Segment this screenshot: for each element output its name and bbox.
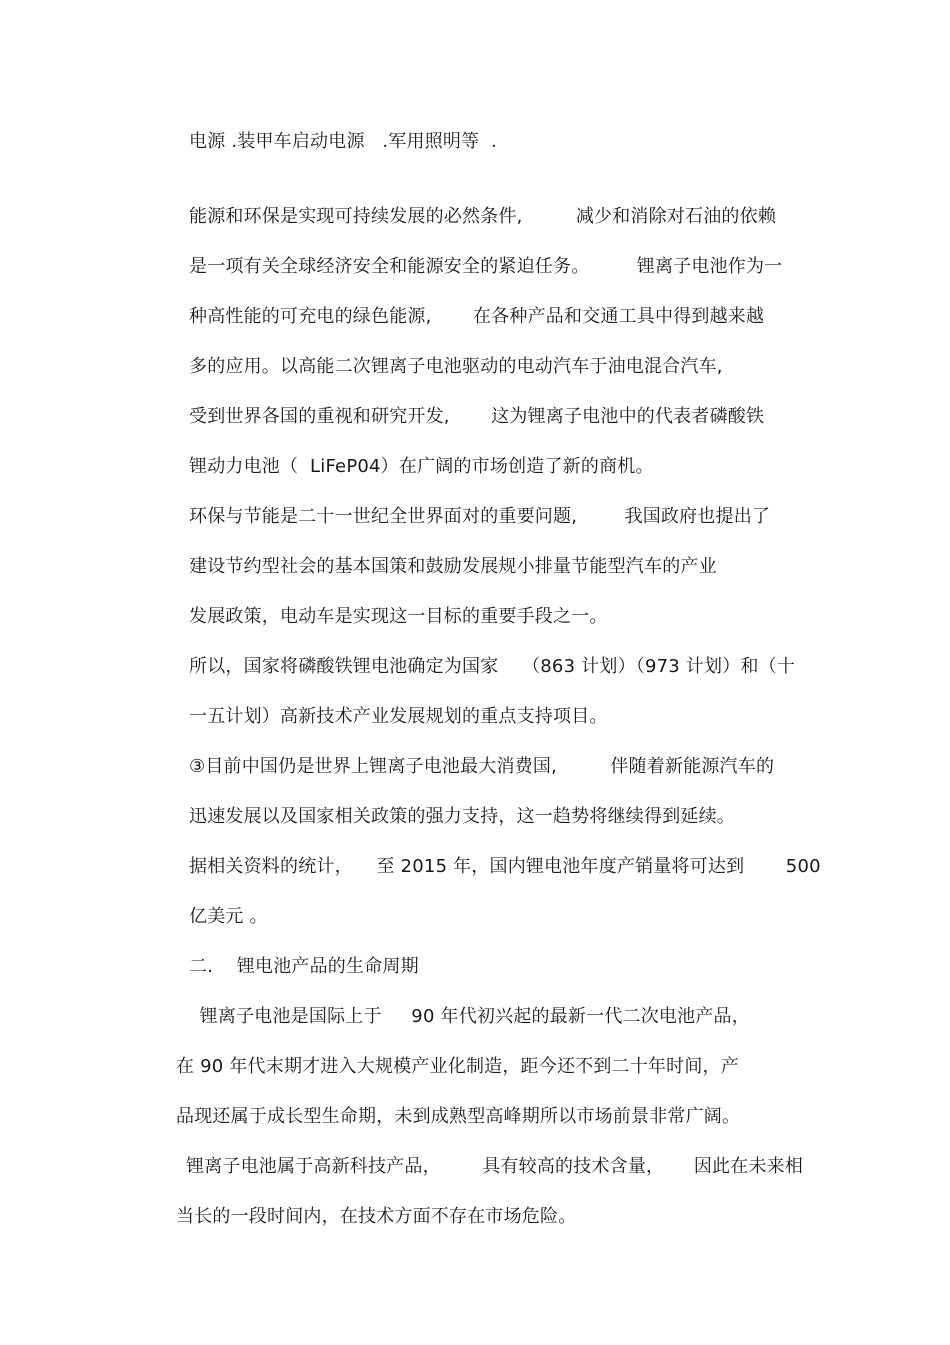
text-line: 发展政策，电动车是实现这一目标的重要手段之一。 bbox=[189, 606, 608, 627]
text-line: 品现还属于成长型生命期，未到成熟型高峰期所以市场前景非常广阔。 bbox=[176, 1106, 741, 1127]
text-line: 环保与节能是二十一世纪全世界面对的重要问题, 我国政府也提出了 bbox=[189, 506, 771, 527]
text-line: 电源 .装甲车启动电源 .军用照明等 . bbox=[189, 131, 498, 152]
text-line: 锂离子电池是国际上于 90 年代初兴起的最新一代二次电池产品， bbox=[176, 1006, 750, 1027]
text-line: 锂动力电池（ LiFeP04）在广阔的市场创造了新的商机。 bbox=[189, 456, 654, 477]
text-line: 迅速发展以及国家相关政策的强力支持，这一趋势将继续得到延续。 bbox=[189, 806, 735, 827]
text-line: 种高性能的可充电的绿色能源, 在各种产品和交通工具中得到越来越 bbox=[189, 306, 765, 327]
text-line: 所以，国家将磷酸铁锂电池确定为国家 （863 计划）（973 计划）和（十 bbox=[189, 656, 796, 677]
text-line: 亿美元 。 bbox=[189, 906, 268, 927]
text-line: 建设节约型社会的基本国策和鼓励发展规小排量节能型汽车的产业 bbox=[189, 556, 717, 577]
text-line: ③目前中国仍是世界上锂离子电池最大消费国, 伴随着新能源汽车的 bbox=[189, 756, 775, 777]
text-line: 多的应用。以高能二次锂离子电池驱动的电动汽车于油电混合汽车, bbox=[189, 356, 723, 377]
text-line: 当长的一段时间内，在技术方面不存在市场危险。 bbox=[176, 1206, 577, 1227]
text-line: 受到世界各国的重视和研究开发, 这为锂离子电池中的代表者磷酸铁 bbox=[189, 406, 765, 427]
text-line: 一五计划）高新技术产业发展规划的重点支持项目。 bbox=[189, 706, 608, 727]
text-line: 据相关资料的统计， 至 2015 年，国内锂电池年度产销量将可达到 500 bbox=[189, 856, 821, 877]
text-line: 是一项有关全球经济安全和能源安全的紧迫任务。 锂离子电池作为一 bbox=[189, 256, 783, 277]
text-line: 能源和环保是实现可持续发展的必然条件, 减少和消除对石油的依赖 bbox=[189, 206, 777, 227]
text-line: 锂离子电池属于高新科技产品， 具有较高的技术含量， 因此在未来相 bbox=[186, 1156, 804, 1177]
section-heading: 二. 锂电池产品的生命周期 bbox=[189, 956, 419, 977]
text-line: 在 90 年代末期才进入大规模产业化制造，距今还不到二十年时间，产 bbox=[176, 1056, 739, 1077]
